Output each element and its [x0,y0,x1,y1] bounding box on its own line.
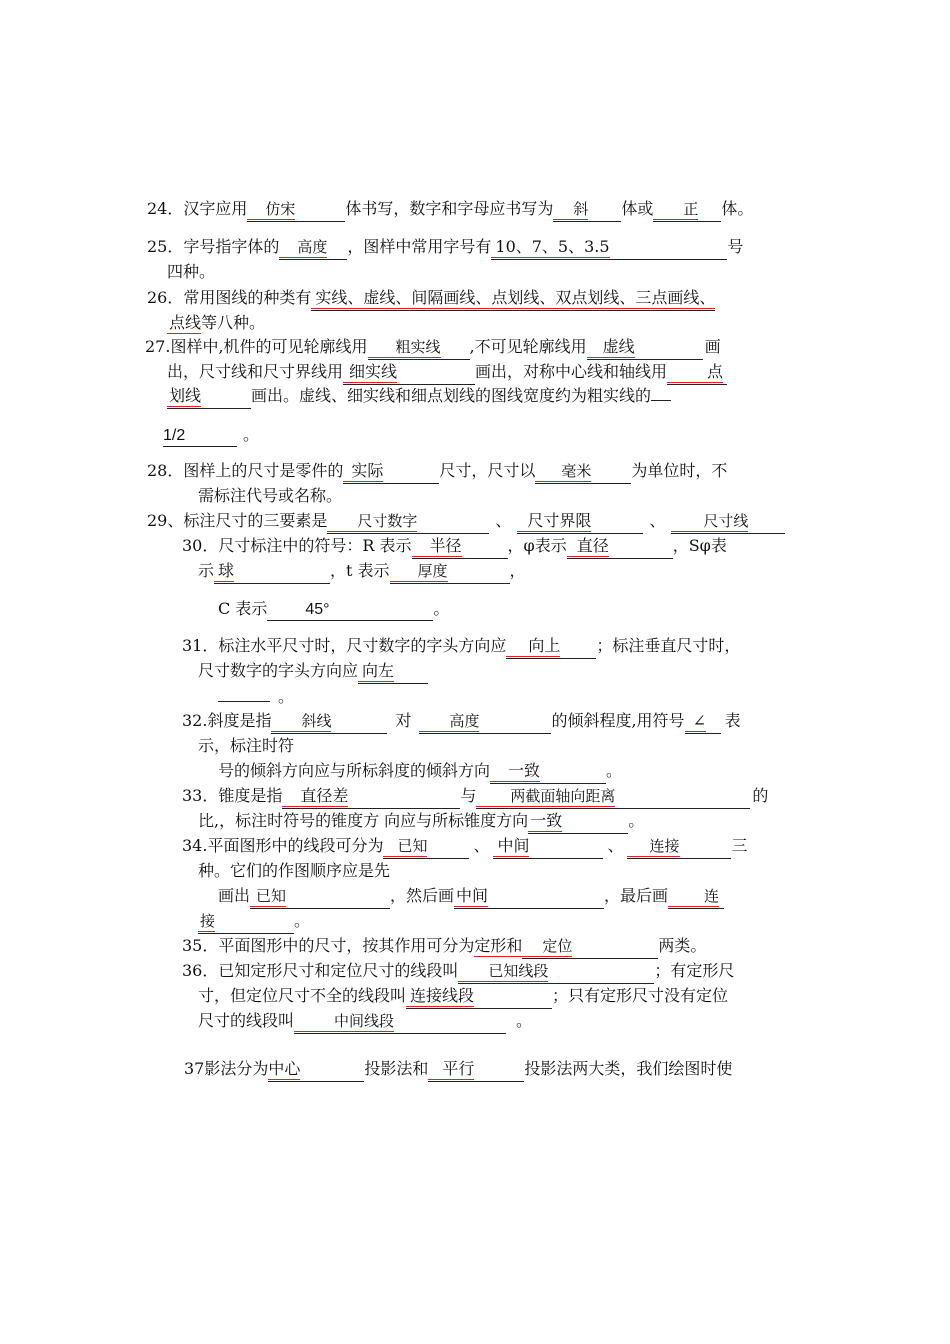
answer-blank: 连接 [627,836,731,859]
question-31: 31．标注水平尺寸时，尺寸数字的字头方向应 向上 ；标注垂直尺寸时， [182,635,740,659]
answer-blank: 划线 [167,386,251,409]
answer-blank: 实线、虚线、间隔画线、点划线、双点划线、三点画线、 [311,288,715,311]
question-31-line2: 尺寸数字的字头方向应 向左 [198,660,428,684]
answer-blank: 点 [667,362,727,385]
question-27: 27.图样中,机件的可见轮廓线用 粗实线 ,不可见轮廓线用 虚线 画 [145,336,721,360]
answer-blank: 向上 [506,636,596,659]
answer-blank: 一致 [490,761,606,784]
answer-blank: 细实线 [343,362,475,385]
question-33: 33．锥度是指 直径差 与 两截面轴向距离 的 [182,785,768,809]
question-29: 29、标注尺寸的三要素是 尺寸数字 、 尺寸界限 、 尺寸线 [147,510,785,534]
answer-blank: 已知 [250,886,390,909]
answer-blank: 高度 [279,237,347,260]
answer-blank: 中间 [454,886,604,909]
question-32-line2: 示，标注时符 [198,736,295,755]
answer-blank: 平行 [428,1059,524,1082]
answer-blank: 接 [198,911,294,934]
answer-blank: 连接线段 [406,986,552,1009]
answer-blank: 两截面轴向距离 [476,786,750,809]
answer-blank: ∠ [685,711,721,734]
question-27-line2: 出，尺寸线和尺寸界线用 细实线 画出，对称中心线和轴线用 点 [167,361,727,385]
answer-blank: 尺寸界限 [517,511,643,534]
answer-blank: 已知线段 [458,961,654,984]
answer-blank: 高度 [419,711,551,734]
question-32: 32.斜度是指 斜线 对 高度 的倾斜程度,用符号 ∠ 表 [182,710,741,734]
answer-blank: 连 [668,886,724,909]
answer-blank: 直径差 [282,786,460,809]
answer-blank: 厚度 [390,561,510,584]
question-25: 25．字号指字体的 高度 ，图样中常用字号有 10、7、5、3.5 号 [147,236,743,260]
answer-blank: 毫米 [535,461,631,484]
question-30-line2: 示 球 ，t 表示 厚度 ， [198,560,526,584]
answer-blank: 中心 [268,1059,364,1082]
question-34-line2: 种。它们的作图顺序应是先 [198,861,391,880]
answer-blank: 点线 [169,313,202,332]
question-36-line3: 尺寸的线段叫 中间线段 。 [198,1010,532,1034]
question-31-line3: 。 [218,686,294,708]
answer-blank: 实际 [343,461,439,484]
answer-blank: 45° [267,599,433,621]
question-26: 26．常用图线的种类有 实线、虚线、间隔画线、点划线、双点划线、三点画线、 [147,287,715,311]
answer-blank: 粗实线 [368,337,470,360]
question-35: 35．平面图形中的尺寸，按其作用可分为定形和 定位 两类。 [182,935,706,959]
answer-blank: 直径 [567,536,673,559]
answer-blank: 已知 [383,836,469,859]
answer-blank: 球 [214,561,330,584]
question-37: 37影法分为中心 投影法和 平行 投影法两大类，我们绘图时使 [184,1058,732,1082]
question-25-line2: 四种。 [167,262,216,281]
question-30-line3: C 表示 45° 。 [218,598,449,621]
question-34: 34.平面图形中的线段可分为 已知 、 中间 、 连接 三 [182,835,748,859]
answer-blank: 定形和 [474,936,523,955]
answer-blank: 斜 [553,199,621,222]
question-26-line2: 点线等八种。 [167,312,265,335]
answer-blank [651,400,671,401]
answer-blank: 虚线 [587,337,703,360]
answer-blank: 中间线段 [294,1011,506,1034]
question-34-line4: 接 。 [198,910,310,934]
question-30: 30．尺寸标注中的符号：R 表示 半径 ，φ表示 直径 ，Sφ表 [182,535,727,559]
question-36: 36．已知定形尺寸和定位尺寸的线段叫 已知线段 ；有定形尺 [182,960,734,984]
question-34-line3: 画出 已知 ，然后画 中间 ，最后画 连 [218,885,724,909]
answer-blank: 尺寸数字 [327,511,489,534]
answer-blank: 半径 [412,536,508,559]
question-27-line3: 划线 画出。虚线、细实线和细点划线的图线宽度约为粗实线的 [167,385,671,409]
question-28-line2: 需标注代号或名称。 [198,486,343,505]
answer-blank: 10、7、5、3.5 [491,237,727,260]
answer-blank: 正 [653,199,721,222]
answer-blank: 尺寸线 [671,511,785,534]
answer-blank: 一致 [528,811,628,834]
question-32-line3: 号的倾斜方向应与所标斜度的倾斜方向 一致 。 [218,760,622,784]
answer-blank: 仿宋 [247,199,345,222]
answer-blank [218,701,270,702]
question-27-line4: 1/2 。 [163,424,259,447]
question-33-line2: 比,，标注时符号的锥度方 向应与所标锥度方向 一致 。 [198,810,644,834]
question-36-line2: 寸，但定位尺寸不全的线段叫 连接线段 ；只有定形尺寸没有定位 [198,985,728,1009]
question-28: 28．图样上的尺寸是零件的 实际 尺寸，尺寸以 毫米 为单位时，不 [147,460,727,484]
answer-blank: 定位 [522,936,658,959]
answer-blank: 斜线 [271,711,387,734]
answer-blank: 1/2 [163,425,237,447]
answer-blank: 中间 [493,836,603,859]
question-24: 24．汉字应用 仿宋 体书写，数字和字母应书写为 斜 体或 正 体。 [147,198,753,222]
answer-blank: 向左 [358,661,428,684]
